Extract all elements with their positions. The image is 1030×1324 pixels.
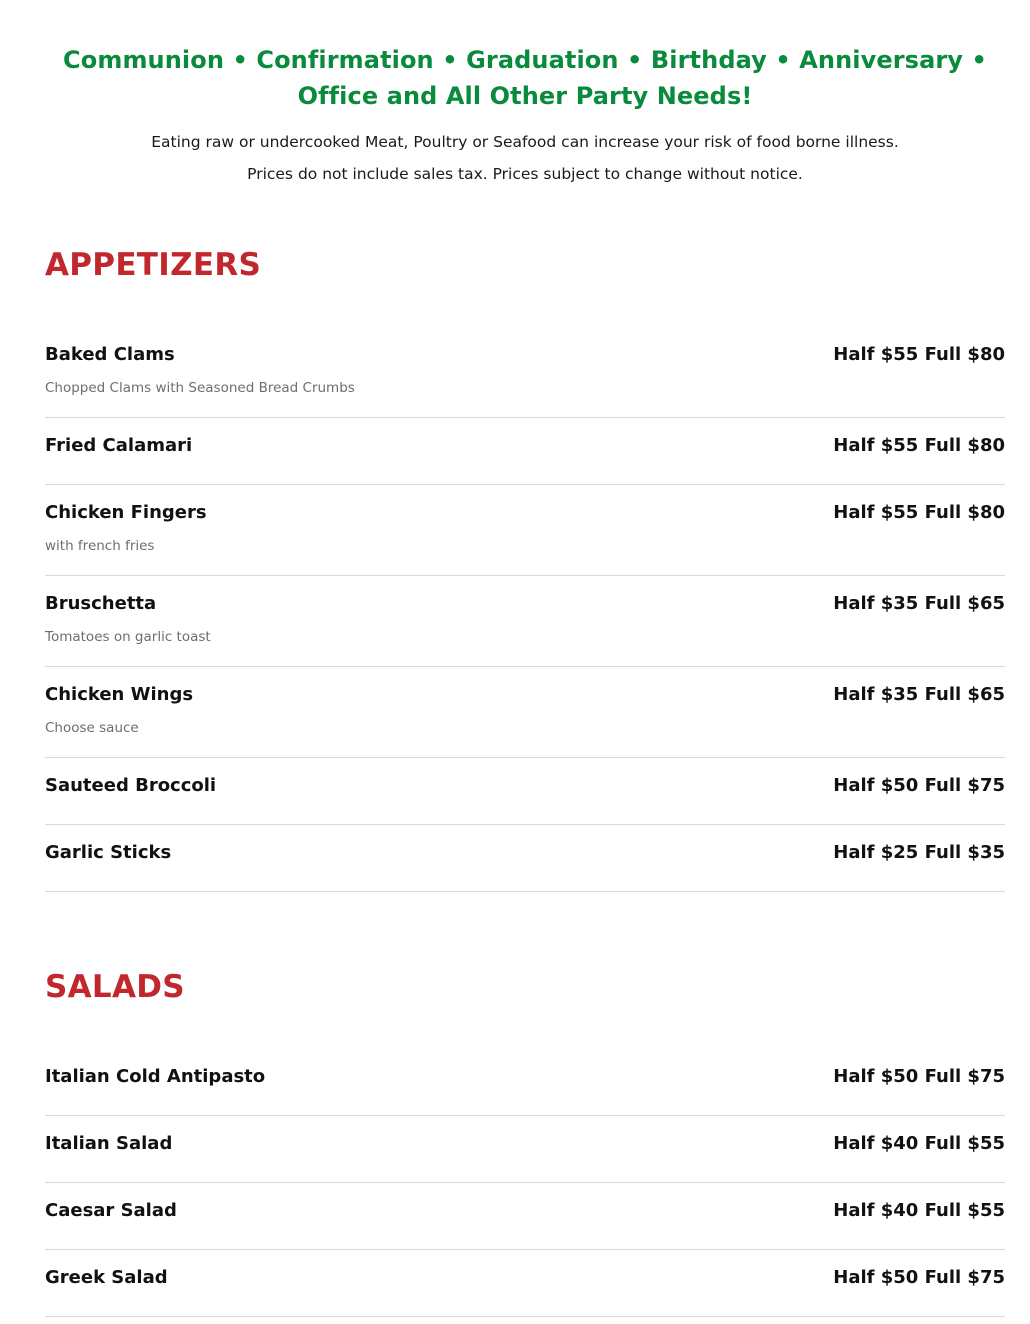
item-name: Bruschetta (45, 593, 157, 614)
section-salads (45, 967, 1005, 1317)
party-tagline: Communion • Confirmation • Graduation • Birthday • Anniversary • Office and All Other Party Needs! (63, 46, 987, 110)
item-description: Tomatoes on garlic toast (45, 629, 211, 645)
menu-item (45, 825, 1005, 892)
item-price: Half $50 Full $75 (833, 775, 1005, 796)
item-price: Half $50 Full $75 (833, 1267, 1005, 1288)
item-price: Half $35 Full $65 (833, 593, 1005, 614)
item-name: Italian Salad (45, 1133, 173, 1154)
menu-item-list (45, 1049, 1005, 1317)
item-name: Fried Calamari (45, 435, 193, 456)
item-price: Half $40 Full $55 (833, 1133, 1005, 1154)
menu-item (45, 667, 1005, 758)
menu-item (45, 576, 1005, 667)
menu-item (45, 327, 1005, 418)
item-price: Half $55 Full $80 (833, 435, 1005, 456)
item-name: Garlic Sticks (45, 842, 172, 863)
food-safety-notice: Eating raw or undercooked Meat, Poultry or Seafood can increase your risk of food borne illness. (151, 133, 899, 151)
item-name: Italian Cold Antipasto (45, 1066, 266, 1087)
section-appetizers (45, 245, 1005, 892)
item-name: Chicken Wings (45, 684, 194, 705)
item-price: Half $40 Full $55 (833, 1200, 1005, 1221)
menu-item (45, 1116, 1005, 1183)
item-price: Half $55 Full $80 (833, 344, 1005, 365)
menu-item-list (45, 327, 1005, 892)
menu-item (45, 418, 1005, 485)
tax-notice: Prices do not include sales tax. Prices subject to change without notice. (247, 165, 803, 183)
menu-item (45, 1250, 1005, 1317)
menu-item (45, 758, 1005, 825)
menu-header (45, 42, 1005, 190)
section-title: SALADS (45, 969, 185, 1005)
item-name: Chicken Fingers (45, 502, 207, 523)
menu-item (45, 1049, 1005, 1116)
item-name: Caesar Salad (45, 1200, 177, 1221)
item-name: Sauteed Broccoli (45, 775, 217, 796)
item-price: Half $50 Full $75 (833, 1066, 1005, 1087)
item-description: Choose sauce (45, 720, 139, 736)
item-description: Chopped Clams with Seasoned Bread Crumbs (45, 380, 355, 396)
menu-item (45, 485, 1005, 576)
item-name: Greek Salad (45, 1267, 168, 1288)
item-name: Baked Clams (45, 344, 175, 365)
section-title: APPETIZERS (45, 247, 262, 283)
item-price: Half $35 Full $65 (833, 684, 1005, 705)
item-description: with french fries (45, 538, 155, 554)
item-price: Half $25 Full $35 (833, 842, 1005, 863)
item-price: Half $55 Full $80 (833, 502, 1005, 523)
menu-item (45, 1183, 1005, 1250)
